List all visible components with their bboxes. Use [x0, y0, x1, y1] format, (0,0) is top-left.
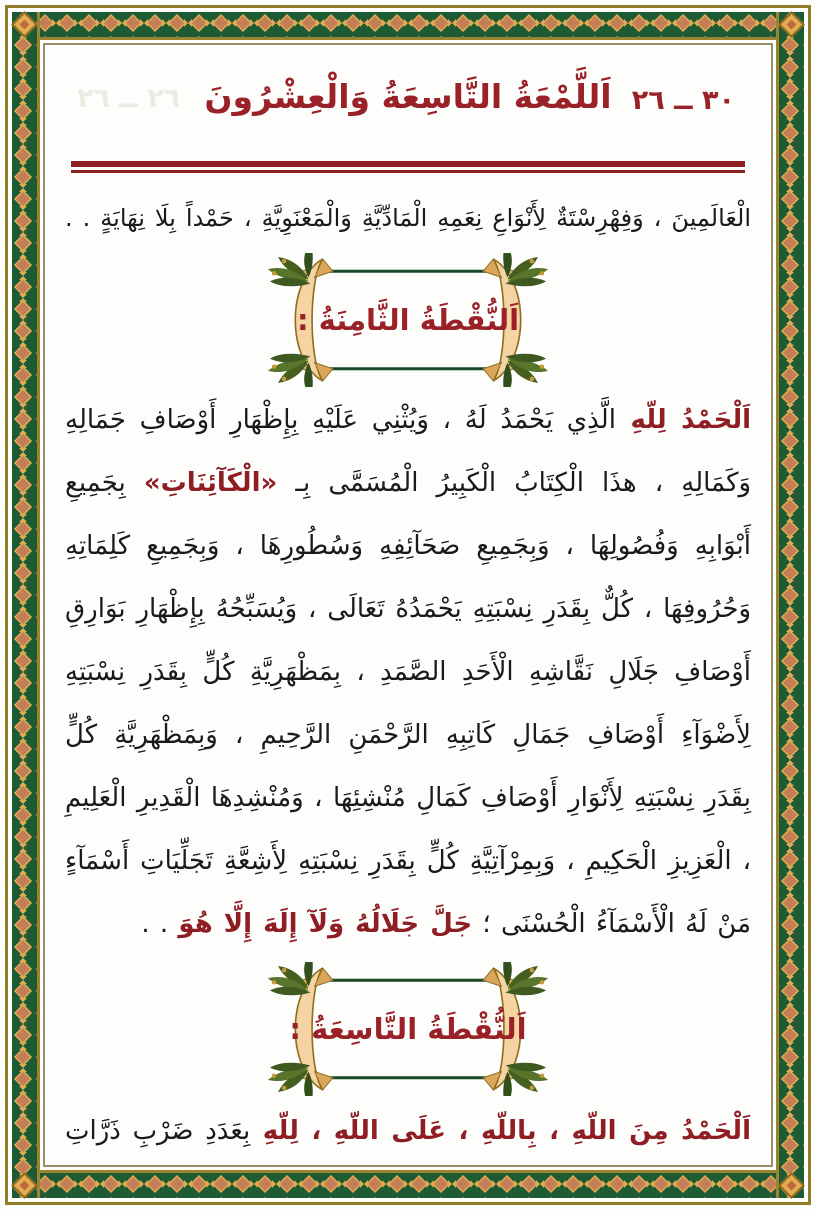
intro-text: الْعَالَمِينَ ، وَفِهْرِسْتَةٌ لِأَنْوَاعِ نِعَمِهِ الْمَادِّيَّةِ وَالْمَعْنَوِيَّةِ ، حَمْداً بِلَا نِهَايَةٍ . . — [65, 204, 751, 232]
rule-thick-line — [71, 161, 745, 167]
body-paragraph — [65, 389, 751, 956]
text-segment: الَّذِي يَحْمَدُ لَهُ ، وَيُثْنِي عَلَيْهِ بِإِظْهَارِ أَوْصَافِ جَمَالِهِ وَكَمَالِهِ ، هذَا الْكِتَابُ الْكَبِيرُ الْمُسَمَّى بِـ — [65, 405, 752, 498]
border-pattern-top — [12, 12, 804, 40]
diamond-chain-pattern-icon — [12, 12, 37, 1198]
text-segment: . . — [141, 909, 179, 939]
closing-line — [65, 1100, 751, 1163]
section-heading-eighth-point: اَلنُّقْطَةُ الثَّامِنَةُ : — [296, 303, 520, 337]
border-pattern-right — [776, 12, 804, 1198]
text-segment: اَلْحَمْدُ لِلّهِ — [615, 405, 751, 435]
section-heading-ninth-point: اَلنُّقْطَةُ التَّاسِعَةُ : — [289, 1012, 527, 1046]
text-segment: بِعَدَدِ ضَرْبِ ذَرَّاتِ — [65, 1116, 251, 1146]
rule-thin-line — [71, 170, 745, 173]
diamond-chain-pattern-icon — [12, 1173, 804, 1198]
diamond-chain-pattern-icon — [779, 12, 804, 1198]
page-content — [49, 49, 767, 1161]
text-segment: اَلْحَمْدُ مِنَ اللّهِ ، بِاللّهِ ، عَلَى اللّهِ ، لِلّهِ — [250, 1116, 751, 1146]
border-pattern-left — [12, 12, 40, 1198]
text-segment: جَلَّ جَلَالُهُ وَلَآ إِلَهَ إِلَّا هُوَ — [178, 909, 473, 939]
double-rule-divider — [71, 161, 745, 173]
page-title: اَللَّمْعَةُ التَّاسِعَةُ وَالْعِشْرُونَ — [204, 77, 612, 116]
border-pattern-bottom — [12, 1170, 804, 1198]
ornament-banner-eighth-point — [254, 253, 562, 387]
ornament-banner-ninth-point — [254, 962, 562, 1096]
intro-paragraph — [65, 189, 751, 247]
diamond-chain-pattern-icon — [12, 12, 804, 37]
ghost-page-numbers: ٢٦ ــ ٢٦ — [77, 83, 181, 114]
text-segment: «الْكَآئِنَاتِ» — [143, 468, 278, 498]
page-number-range: ٣٠ ــ ٢٦ — [631, 85, 735, 116]
page-header — [63, 59, 753, 147]
text-segment: بِجَمِيعِ أَبْوَابِهِ وَفُصُولِهَا ، وَبِجَمِيعِ صَحَآئِفِهِ وَسُطُورِهَا ، وَبِجَمِيعِ كَلِمَاتِهِ وَحُرُوفِهَا ، كُلٌّ بِقَدَرِ نِسْبَتِهِ يَحْمَدُهُ تَعَالَى ، وَيُسَبِّحُهُ بِإِظْهَارِ بَوَارِقِ أَوْصَافِ جَلَالِ نَقَّاشِهِ الْأَحَدِ الصَّمَدِ ، بِمَظْهَرِيَّةِ كُلٍّ بِقَدَرِ نِسْبَتِهِ لِأَضْوَآءِ أَوْصَافِ جَمَالِ كَاتِبِهِ الرَّحْمَنِ الرَّحِيمِ ، وَبِمَظْهَرِيَّةِ كُلٍّ بِقَدَرِ نِسْبَتِهِ لِأَنْوَارِ أَوْصَافِ كَمَالِ مُنْشِئِهَا ، وَمُنْشِدِهَا الْقَدِيرِ الْعَلِيمِ ، الْعَزِيزِ الْحَكِيمِ ، وَبِمِرْآتِيَّةِ كُلٍّ بِقَدَرِ نِسْبَتِهِ لِأَشِعَّةِ تَجَلِّيَاتِ أَسْمَآءٍ مَنْ لَهُ الْأَسْمَآءُ الْحُسْنَى ؛ — [65, 468, 751, 939]
